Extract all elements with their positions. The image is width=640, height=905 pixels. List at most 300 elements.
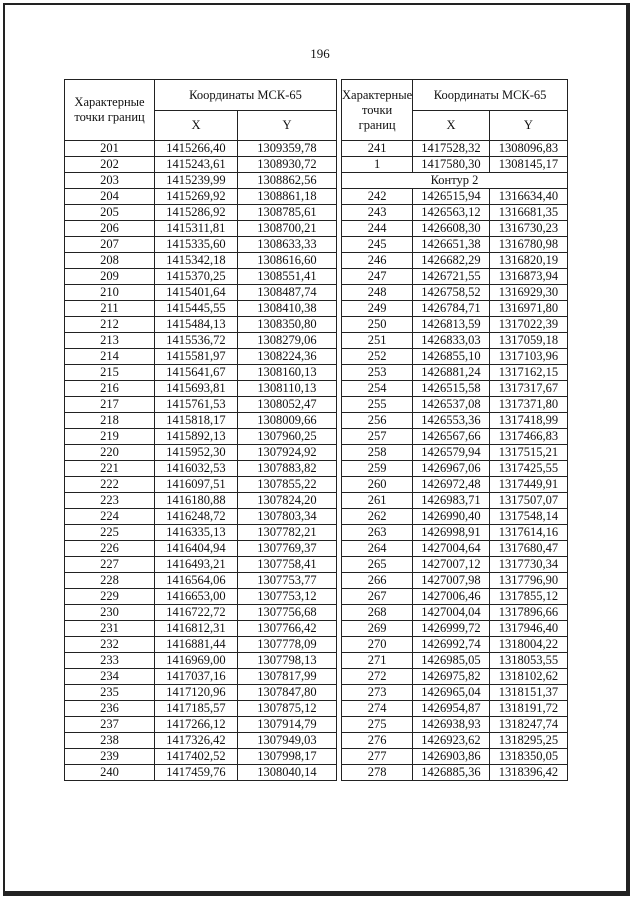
table-row <box>65 317 337 333</box>
x-cell: 1426983,71 <box>413 493 490 509</box>
point-cell: 1 <box>342 157 413 173</box>
x-cell: 1417459,76 <box>155 765 238 781</box>
x-cell: 1416335,13 <box>155 525 238 541</box>
point-cell: 255 <box>342 397 413 413</box>
x-cell: 1426923,62 <box>413 733 490 749</box>
y-cell: 1308616,60 <box>237 253 336 269</box>
x-cell: 1415641,67 <box>155 365 238 381</box>
x-cell: 1415401,64 <box>155 285 238 301</box>
x-cell: 1417326,42 <box>155 733 238 749</box>
x-cell: 1415892,13 <box>155 429 238 445</box>
point-cell: 258 <box>342 445 413 461</box>
table-row <box>65 285 337 301</box>
x-cell: 1415818,17 <box>155 413 238 429</box>
table-row <box>342 701 568 717</box>
table-row <box>65 253 337 269</box>
point-cell: 224 <box>65 509 155 525</box>
x-cell: 1426967,06 <box>413 461 490 477</box>
y-cell: 1317515,21 <box>489 445 567 461</box>
point-cell: 260 <box>342 477 413 493</box>
table-row <box>342 445 568 461</box>
x-cell: 1426579,94 <box>413 445 490 461</box>
table-row <box>65 621 337 637</box>
point-cell: 253 <box>342 365 413 381</box>
y-cell: 1318102,62 <box>489 669 567 685</box>
point-cell: 256 <box>342 413 413 429</box>
x-cell: 1415286,92 <box>155 205 238 221</box>
x-cell: 1415266,40 <box>155 141 238 157</box>
point-cell: 210 <box>65 285 155 301</box>
table-row <box>65 765 337 781</box>
x-cell: 1416812,31 <box>155 621 238 637</box>
y-cell: 1308700,21 <box>237 221 336 237</box>
table-row <box>342 413 568 429</box>
table-row <box>65 477 337 493</box>
x-cell: 1417120,96 <box>155 685 238 701</box>
x-cell: 1426608,30 <box>413 221 490 237</box>
table-row <box>342 333 568 349</box>
y-cell: 1317103,96 <box>489 349 567 365</box>
y-cell: 1307798,13 <box>237 653 336 669</box>
y-cell: 1318004,22 <box>489 637 567 653</box>
contour-row <box>342 173 568 189</box>
table-row <box>342 749 568 765</box>
table-row <box>342 685 568 701</box>
x-cell: 1426515,94 <box>413 189 490 205</box>
x-cell: 1415484,13 <box>155 317 238 333</box>
x-cell: 1416032,53 <box>155 461 238 477</box>
table-row <box>65 525 337 541</box>
y-cell: 1316820,19 <box>489 253 567 269</box>
y-cell: 1317614,16 <box>489 525 567 541</box>
table-row <box>342 461 568 477</box>
table-row <box>342 301 568 317</box>
x-cell: 1417185,57 <box>155 701 238 717</box>
table-row <box>342 733 568 749</box>
point-cell: 259 <box>342 461 413 477</box>
y-cell: 1317449,91 <box>489 477 567 493</box>
y-cell: 1308279,06 <box>237 333 336 349</box>
x-header: X <box>413 111 490 141</box>
y-cell: 1318396,42 <box>489 765 567 781</box>
x-cell: 1416564,06 <box>155 573 238 589</box>
y-cell: 1317418,99 <box>489 413 567 429</box>
y-cell: 1317855,12 <box>489 589 567 605</box>
x-cell: 1416180,88 <box>155 493 238 509</box>
y-cell: 1307824,20 <box>237 493 336 509</box>
x-cell: 1415536,72 <box>155 333 238 349</box>
point-cell: 221 <box>65 461 155 477</box>
x-cell: 1426721,55 <box>413 269 490 285</box>
table-row <box>342 285 568 301</box>
y-cell: 1307855,22 <box>237 477 336 493</box>
x-cell: 1417266,12 <box>155 717 238 733</box>
x-cell: 1415269,92 <box>155 189 238 205</box>
y-cell: 1317059,18 <box>489 333 567 349</box>
table-row <box>342 397 568 413</box>
table-row <box>342 765 568 781</box>
point-cell: 206 <box>65 221 155 237</box>
point-cell: 237 <box>65 717 155 733</box>
table-row <box>65 509 337 525</box>
table-row <box>65 589 337 605</box>
table-row <box>65 365 337 381</box>
table-row <box>65 349 337 365</box>
y-cell: 1308410,38 <box>237 301 336 317</box>
table-row <box>342 509 568 525</box>
point-cell: 270 <box>342 637 413 653</box>
x-cell: 1426990,40 <box>413 509 490 525</box>
point-cell: 263 <box>342 525 413 541</box>
point-cell: 214 <box>65 349 155 365</box>
point-cell: 264 <box>342 541 413 557</box>
x-cell: 1426784,71 <box>413 301 490 317</box>
x-cell: 1426515,58 <box>413 381 490 397</box>
point-cell: 271 <box>342 653 413 669</box>
y-cell: 1308861,18 <box>237 189 336 205</box>
x-cell: 1426813,59 <box>413 317 490 333</box>
y-cell: 1307803,34 <box>237 509 336 525</box>
x-cell: 1427004,64 <box>413 541 490 557</box>
y-cell: 1317680,47 <box>489 541 567 557</box>
y-header: Y <box>489 111 567 141</box>
x-cell: 1426855,10 <box>413 349 490 365</box>
point-cell: 209 <box>65 269 155 285</box>
y-cell: 1308633,33 <box>237 237 336 253</box>
point-cell: 245 <box>342 237 413 253</box>
table-row <box>65 221 337 237</box>
coords-header: Координаты МСК-65 <box>413 80 568 111</box>
table-row <box>342 221 568 237</box>
y-cell: 1318191,72 <box>489 701 567 717</box>
y-cell: 1307847,80 <box>237 685 336 701</box>
table-row <box>65 541 337 557</box>
y-cell: 1307960,25 <box>237 429 336 445</box>
point-cell: 261 <box>342 493 413 509</box>
table-row <box>65 397 337 413</box>
y-cell: 1307914,79 <box>237 717 336 733</box>
y-cell: 1317548,14 <box>489 509 567 525</box>
x-cell: 1416404,94 <box>155 541 238 557</box>
y-cell: 1317022,39 <box>489 317 567 333</box>
point-cell: 267 <box>342 589 413 605</box>
y-cell: 1308785,61 <box>237 205 336 221</box>
x-cell: 1416722,72 <box>155 605 238 621</box>
y-cell: 1317507,07 <box>489 493 567 509</box>
x-cell: 1426881,24 <box>413 365 490 381</box>
point-cell: 277 <box>342 749 413 765</box>
y-cell: 1307753,77 <box>237 573 336 589</box>
points-header: Характерные точки границ <box>342 80 413 141</box>
x-cell: 1415581,97 <box>155 349 238 365</box>
y-cell: 1307883,82 <box>237 461 336 477</box>
point-cell: 204 <box>65 189 155 205</box>
x-cell: 1426975,82 <box>413 669 490 685</box>
point-cell: 246 <box>342 253 413 269</box>
point-cell: 250 <box>342 317 413 333</box>
x-cell: 1426567,66 <box>413 429 490 445</box>
point-cell: 278 <box>342 765 413 781</box>
point-cell: 251 <box>342 333 413 349</box>
table-row <box>342 669 568 685</box>
x-header: X <box>155 111 238 141</box>
y-cell: 1317425,55 <box>489 461 567 477</box>
x-cell: 1415693,81 <box>155 381 238 397</box>
table-row <box>342 653 568 669</box>
page-number: 196 <box>310 46 330 61</box>
y-cell: 1317896,66 <box>489 605 567 621</box>
x-cell: 1417402,52 <box>155 749 238 765</box>
point-cell: 268 <box>342 605 413 621</box>
x-cell: 1415342,18 <box>155 253 238 269</box>
table-row <box>342 349 568 365</box>
point-cell: 269 <box>342 621 413 637</box>
point-cell: 203 <box>65 173 155 189</box>
point-cell: 262 <box>342 509 413 525</box>
y-cell: 1307817,99 <box>237 669 336 685</box>
y-cell: 1317730,34 <box>489 557 567 573</box>
table-row <box>342 157 568 173</box>
point-cell: 218 <box>65 413 155 429</box>
x-cell: 1427006,46 <box>413 589 490 605</box>
table-row <box>342 381 568 397</box>
left-coordinates-table <box>64 79 337 781</box>
y-cell: 1316971,80 <box>489 301 567 317</box>
x-cell: 1426885,36 <box>413 765 490 781</box>
y-cell: 1308224,36 <box>237 349 336 365</box>
table-row <box>342 365 568 381</box>
point-cell: 234 <box>65 669 155 685</box>
table-row <box>342 573 568 589</box>
y-cell: 1308930,72 <box>237 157 336 173</box>
point-cell: 244 <box>342 221 413 237</box>
y-cell: 1307875,12 <box>237 701 336 717</box>
x-cell: 1427007,98 <box>413 573 490 589</box>
coords-header: Координаты МСК-65 <box>155 80 337 111</box>
point-cell: 265 <box>342 557 413 573</box>
y-cell: 1308160,13 <box>237 365 336 381</box>
point-cell: 217 <box>65 397 155 413</box>
table-row <box>342 557 568 573</box>
y-cell: 1308052,47 <box>237 397 336 413</box>
table-row <box>342 317 568 333</box>
y-cell: 1317317,67 <box>489 381 567 397</box>
table-row <box>342 205 568 221</box>
point-cell: 229 <box>65 589 155 605</box>
point-cell: 236 <box>65 701 155 717</box>
table-row <box>65 301 337 317</box>
point-cell: 201 <box>65 141 155 157</box>
point-cell: 215 <box>65 365 155 381</box>
table-row <box>65 445 337 461</box>
point-cell: 225 <box>65 525 155 541</box>
table-row <box>342 605 568 621</box>
point-cell: 272 <box>342 669 413 685</box>
point-cell: 273 <box>342 685 413 701</box>
table-row <box>65 605 337 621</box>
point-cell: 216 <box>65 381 155 397</box>
y-cell: 1317946,40 <box>489 621 567 637</box>
point-cell: 249 <box>342 301 413 317</box>
point-cell: 212 <box>65 317 155 333</box>
point-cell: 243 <box>342 205 413 221</box>
table-row <box>342 717 568 733</box>
x-cell: 1426758,52 <box>413 285 490 301</box>
y-cell: 1308145,17 <box>489 157 567 173</box>
right-coordinates-table <box>341 79 568 781</box>
x-cell: 1426903,86 <box>413 749 490 765</box>
table-row <box>342 621 568 637</box>
x-cell: 1426954,87 <box>413 701 490 717</box>
table-row <box>342 637 568 653</box>
y-cell: 1308862,56 <box>237 173 336 189</box>
x-cell: 1417037,16 <box>155 669 238 685</box>
y-cell: 1316730,23 <box>489 221 567 237</box>
point-cell: 247 <box>342 269 413 285</box>
y-cell: 1316681,35 <box>489 205 567 221</box>
table-row <box>65 157 337 173</box>
right-table-body <box>342 141 568 781</box>
point-cell: 254 <box>342 381 413 397</box>
table-row <box>65 429 337 445</box>
point-cell: 239 <box>65 749 155 765</box>
table-row <box>342 541 568 557</box>
point-cell: 238 <box>65 733 155 749</box>
x-cell: 1427004,04 <box>413 605 490 621</box>
y-cell: 1308551,41 <box>237 269 336 285</box>
table-row <box>65 749 337 765</box>
point-cell: 233 <box>65 653 155 669</box>
table-row <box>65 701 337 717</box>
table-row <box>65 557 337 573</box>
y-cell: 1316780,98 <box>489 237 567 253</box>
table-row <box>65 685 337 701</box>
table-row <box>65 461 337 477</box>
x-cell: 1426833,03 <box>413 333 490 349</box>
point-cell: 205 <box>65 205 155 221</box>
x-cell: 1416493,21 <box>155 557 238 573</box>
table-row <box>342 429 568 445</box>
x-cell: 1415311,81 <box>155 221 238 237</box>
point-cell: 219 <box>65 429 155 445</box>
table-row <box>65 653 337 669</box>
y-header: Y <box>237 111 336 141</box>
point-cell: 228 <box>65 573 155 589</box>
y-cell: 1316634,40 <box>489 189 567 205</box>
point-cell: 266 <box>342 573 413 589</box>
x-cell: 1426563,12 <box>413 205 490 221</box>
table-row <box>342 253 568 269</box>
x-cell: 1426938,93 <box>413 717 490 733</box>
table-row <box>65 237 337 253</box>
y-cell: 1308040,14 <box>237 765 336 781</box>
table-row <box>65 637 337 653</box>
x-cell: 1426998,91 <box>413 525 490 541</box>
y-cell: 1308009,66 <box>237 413 336 429</box>
y-cell: 1317466,83 <box>489 429 567 445</box>
table-row <box>65 333 337 349</box>
table-row <box>342 189 568 205</box>
point-cell: 257 <box>342 429 413 445</box>
x-cell: 1415243,61 <box>155 157 238 173</box>
table-row <box>342 477 568 493</box>
x-cell: 1415370,25 <box>155 269 238 285</box>
point-cell: 231 <box>65 621 155 637</box>
x-cell: 1416653,00 <box>155 589 238 605</box>
point-cell: 220 <box>65 445 155 461</box>
table-row <box>342 589 568 605</box>
point-cell: 211 <box>65 301 155 317</box>
y-cell: 1308096,83 <box>489 141 567 157</box>
y-cell: 1308487,74 <box>237 285 336 301</box>
y-cell: 1307949,03 <box>237 733 336 749</box>
y-cell: 1307756,68 <box>237 605 336 621</box>
point-cell: 241 <box>342 141 413 157</box>
y-cell: 1317796,90 <box>489 573 567 589</box>
table-row <box>65 493 337 509</box>
point-cell: 230 <box>65 605 155 621</box>
x-cell: 1415761,53 <box>155 397 238 413</box>
x-cell: 1415335,60 <box>155 237 238 253</box>
point-cell: 227 <box>65 557 155 573</box>
y-cell: 1307782,21 <box>237 525 336 541</box>
point-cell: 240 <box>65 765 155 781</box>
table-row <box>342 237 568 253</box>
y-cell: 1307924,92 <box>237 445 336 461</box>
table-row <box>65 717 337 733</box>
x-cell: 1427007,12 <box>413 557 490 573</box>
y-cell: 1308110,13 <box>237 381 336 397</box>
x-cell: 1426537,08 <box>413 397 490 413</box>
contour-label: Контур 2 <box>342 173 568 189</box>
table-row <box>342 141 568 157</box>
point-cell: 235 <box>65 685 155 701</box>
left-table-body <box>65 141 337 781</box>
y-cell: 1308350,80 <box>237 317 336 333</box>
x-cell: 1416097,51 <box>155 477 238 493</box>
table-row <box>65 573 337 589</box>
y-cell: 1307998,17 <box>237 749 336 765</box>
y-cell: 1307766,42 <box>237 621 336 637</box>
point-cell: 226 <box>65 541 155 557</box>
point-cell: 276 <box>342 733 413 749</box>
point-cell: 248 <box>342 285 413 301</box>
y-cell: 1309359,78 <box>237 141 336 157</box>
point-cell: 213 <box>65 333 155 349</box>
point-cell: 242 <box>342 189 413 205</box>
table-row <box>65 205 337 221</box>
x-cell: 1417528,32 <box>413 141 490 157</box>
x-cell: 1426972,48 <box>413 477 490 493</box>
x-cell: 1415445,55 <box>155 301 238 317</box>
point-cell: 252 <box>342 349 413 365</box>
table-row <box>65 141 337 157</box>
point-cell: 202 <box>65 157 155 173</box>
x-cell: 1426985,05 <box>413 653 490 669</box>
x-cell: 1426682,29 <box>413 253 490 269</box>
table-row <box>65 669 337 685</box>
points-header: Характерные точки границ <box>65 80 155 141</box>
x-cell: 1416969,00 <box>155 653 238 669</box>
point-cell: 222 <box>65 477 155 493</box>
point-cell: 232 <box>65 637 155 653</box>
y-cell: 1317162,15 <box>489 365 567 381</box>
table-row <box>342 525 568 541</box>
y-cell: 1307778,09 <box>237 637 336 653</box>
y-cell: 1307753,12 <box>237 589 336 605</box>
table-row <box>65 381 337 397</box>
point-cell: 208 <box>65 253 155 269</box>
